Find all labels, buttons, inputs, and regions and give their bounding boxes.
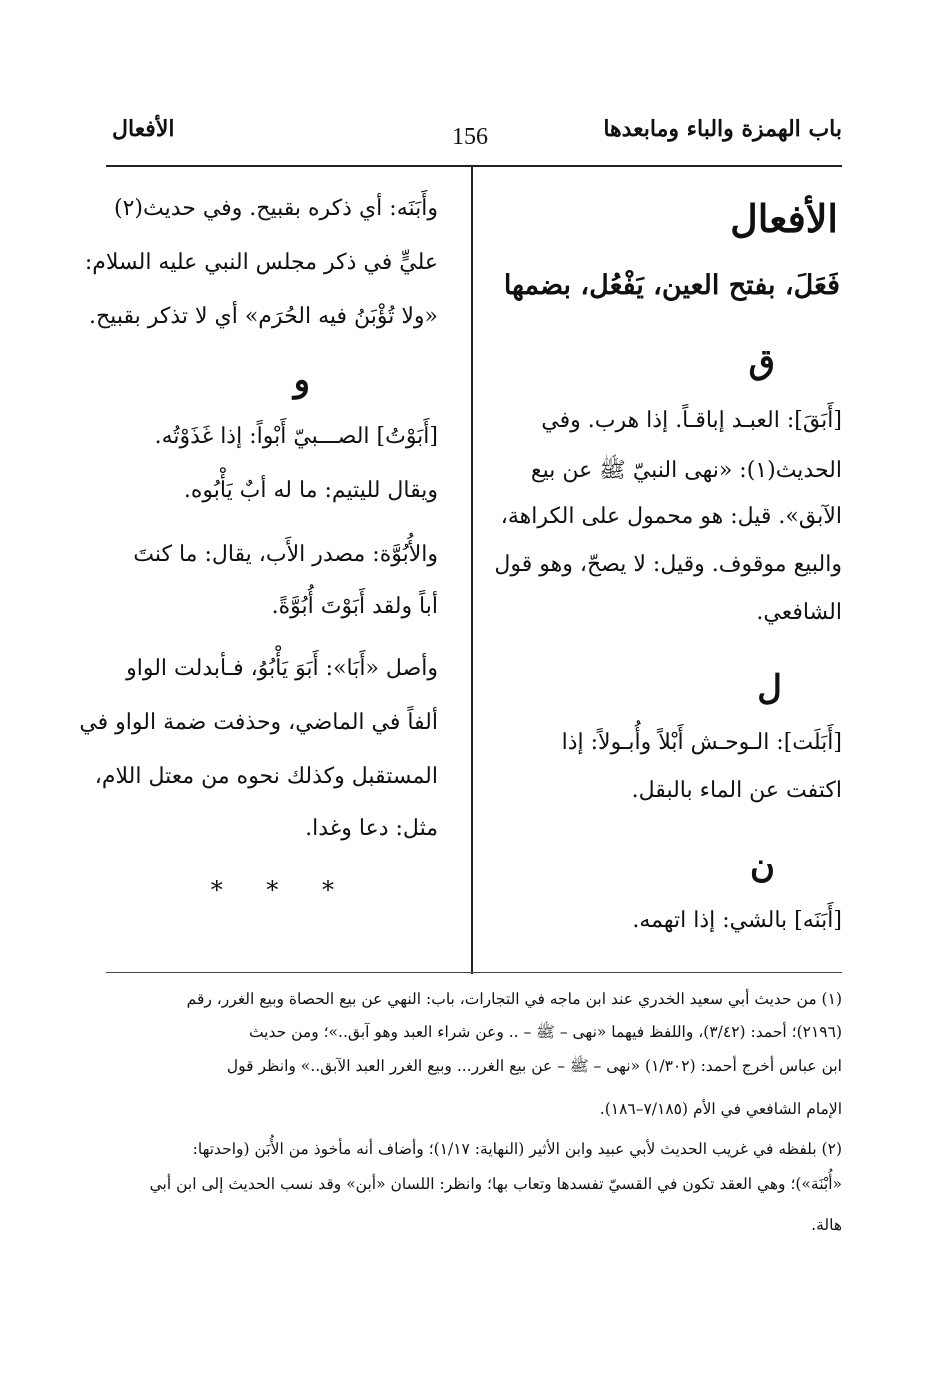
- entry-line: [أَبَلَت]: الـوحـش أَبْلاً وأُبـولاً: إذا: [561, 730, 842, 755]
- entry-line: وأصل «أَبَا»: أَبَوَ يَأْبُوُ، فـأبدلت الواو: [126, 656, 438, 681]
- entry-line: عليٍّ في ذكر مجلس النبي عليه السلام:: [84, 250, 438, 275]
- entry-line: الشافعي.: [756, 600, 842, 625]
- entry-line: «ولا تُؤْبَنُ فيه الحُرَم» أي لا تذكر بقبيح.: [88, 304, 438, 329]
- entry-line: اكتفت عن الماء بالبقل.: [631, 778, 842, 803]
- entry-line: ألفاً في الماضي، وحذفت ضمة الواو في: [79, 710, 438, 735]
- entry-line: الآبق». قيل: هو محمول على الكراهة،: [500, 504, 842, 529]
- letter-heading-qaf: ق: [748, 342, 775, 382]
- letter-heading-lam: ل: [757, 668, 782, 708]
- entry-line: وأَبَنَه: أي ذكره بقبيح. وفي حديث(٢): [113, 196, 438, 221]
- entry-line: ويقال لليتيم: ما له أبٌ يَأْبُوه.: [183, 478, 438, 503]
- letter-heading-waw: و: [293, 360, 310, 400]
- entry-line: [أَبَوْتُ] الصـــبيّ أَبْواً: إذا غَذَوْتُه.: [154, 424, 438, 449]
- entry-line: والأُبُوَّة: مصدر الأَب، يقال: ما كنتَ: [133, 542, 438, 567]
- footnote-line: «أُبْنَة»)؛ وهي العقد تكون في القسيّ تفسدها وتعاب بها؛ وانظر: اللسان «أبن» وقد نسب الحديث إلى ابن أبي: [149, 1175, 842, 1193]
- section-separator-stars: * * *: [210, 876, 352, 904]
- entry-line: [أَبَنَه] بالشي: إذا اتهمه.: [632, 908, 842, 933]
- entry-line: الحديث(١): «نهى النبيّ ﷺ عن بيع: [530, 458, 842, 483]
- entry-line: والبيع موقوف. وقيل: لا يصحّ، وهو قول: [494, 552, 842, 577]
- entry-line: المستقبل وكذلك نحوه من معتل اللام،: [94, 764, 438, 789]
- section-title: باب الهمزة والباء ومابعدها: [603, 116, 842, 142]
- entry-line: أباً ولقد أَبَوْتَ أُبُوَّةً.: [271, 594, 438, 619]
- footnote-rule: [106, 972, 842, 973]
- footnote-line: (٢) بلفظه في غريب الحديث لأبي عبيد وابن الأثير (النهاية: ١/١٧)؛ وأضاف أنه مأخوذ من الأُبَن (واحدتها:: [192, 1140, 842, 1158]
- footnote-line: (١) من حديث أبي سعيد الخدري عند ابن ماجه في التجارات، باب: النهي عن بيع الحصاة وبيع الغرر، رقم: [186, 990, 842, 1008]
- column-divider: [471, 166, 473, 974]
- chapter-subtitle: فَعَلَ، بفتح العين، يَفْعُل، بضمها: [503, 270, 840, 301]
- footnote-line: (٢١٩٦)؛ أحمد: (٣/٤٢)، واللفظ فيهما «نهى – ﷺ – .. وعن شراء العبد وهو آبق..»؛ ومن حديث: [248, 1023, 842, 1041]
- chapter-title: الأفعال: [730, 196, 838, 241]
- running-title: الأفعال: [112, 116, 175, 142]
- footnote-line: ابن عباس أخرج أحمد: (١/٣٠٢) «نهى – ﷺ – عن بيع الغرر... وبيع الغرر العبد الآبق..» وانظر قول: [226, 1057, 842, 1075]
- header-rule: [106, 165, 842, 167]
- entry-line: مثل: دعا وغدا.: [305, 816, 438, 841]
- page-number: 156: [452, 124, 488, 150]
- footnote-line: الإمام الشافعي في الأم (٧/١٨٥–١٨٦).: [599, 1100, 842, 1118]
- footnote-line: هالة.: [811, 1216, 842, 1234]
- entry-line: [أَبَقَ]: العبـد إباقـاً. إذا هرب. وفي: [541, 408, 842, 433]
- letter-heading-nun: ن: [750, 846, 775, 886]
